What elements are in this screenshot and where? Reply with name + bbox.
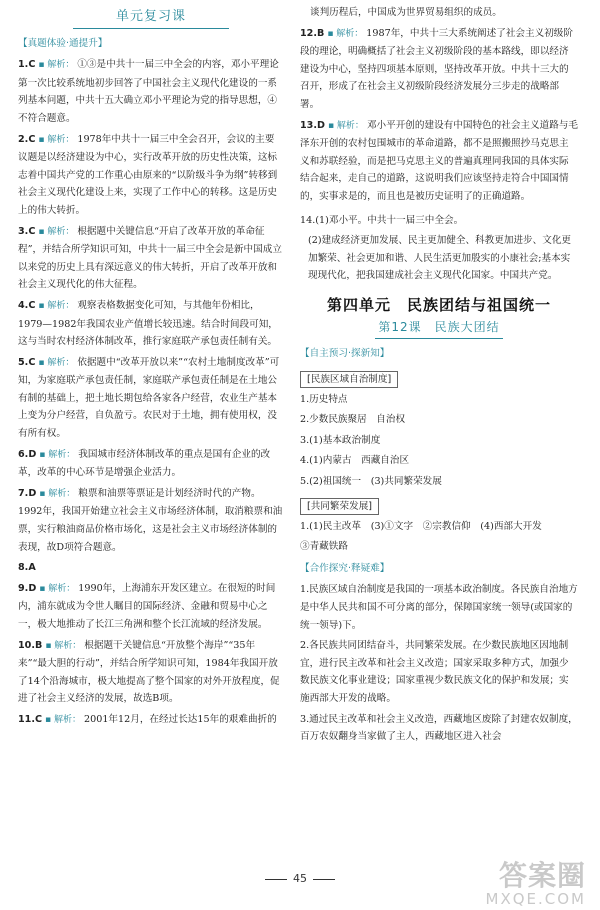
answer-item: [18, 559, 284, 577]
title-rule: [73, 28, 229, 29]
answer-item: [18, 56, 284, 127]
section-header: 【真题体验·通提升】: [18, 37, 108, 49]
watermark-logo: [486, 854, 587, 908]
q14-part2: (2)建成经济更加发展、民主更加健全、科教更加进步、文化更加繁荣、社会更加和谐、人民生活更加殷实的小康社会;基本实现现代化，把我国建成社会主义现代化国家。中国共产党。: [308, 235, 572, 282]
explanation-text: ①③是中共十一届三中全会的内容，邓小平理论第一次比较系统地初步回答了中国社会主义现代化建设的一系列基本问题，中共十五大确立邓小平理论为党的指导思想，④不符合题意。: [18, 59, 279, 124]
answer-item: [18, 637, 284, 708]
topic-box: [共同繁荣发展]: [300, 498, 379, 515]
list-item: 1.(1)民主改革 (3)①文字 ②宗教信仰 (4)西部大开发: [300, 520, 542, 532]
answer-number: 8.A: [18, 562, 36, 574]
footer-dash: [313, 879, 335, 880]
section-header: 【合作探究·释疑难】: [300, 562, 390, 574]
answer-number: 3.C: [18, 225, 36, 237]
answer-number: 6.D: [18, 448, 37, 460]
answer-number: 12.B: [300, 27, 325, 39]
explanation-tag: ▪ 解析：: [39, 488, 76, 499]
list-item: 1.历史特点: [300, 393, 348, 405]
answer-item: [18, 580, 284, 634]
list-item: 2.少数民族聚居 自治权: [300, 414, 406, 426]
list-item: 3.(1)基本政治制度: [300, 434, 381, 446]
answer-item: [300, 117, 578, 206]
answer-number: 7.D: [18, 487, 37, 499]
explanation-text: 根据题干关键信息“开放整个海岸”“35年来”“最大胆的行动”，并结合所学知识可知，1984年我国开放了14个沿海城市，极大地提高了整个国家的对外开放程度，促进了社会主义经济的发展，故选B项。: [18, 639, 280, 705]
answer-item: [18, 131, 284, 220]
answer-item: [18, 354, 284, 443]
explanation-tag: ▪ 解析：: [327, 120, 364, 131]
explanation-tag: ▪ 解析：: [38, 226, 75, 237]
answer-item: [18, 485, 284, 556]
explanation-text: 1978年中共十一届三中全会召开，会议的主要议题是以经济建设为中心，实行改革开放的历史性决策，这标志着中国共产党的工作重心由原来的“以阶级斗争为纲”转移到社会主义现代化建设上来，实现了工作中心的转移。这是历史上的伟大转折。: [18, 133, 278, 216]
left-column: [18, 0, 284, 733]
explanation-text: 1987年，中共十三大系统阐述了社会主义初级阶段的理论，明确概括了社会主义初级阶段的基本路线，即以经济建设为中心，坚持四项基本原则，坚持改革开放。中共十三大的召开，形成了在社会主义初级阶段经济发展分三步走的战略部署。: [300, 27, 573, 110]
explanation-text: 2001年12月，在经过长达15年的艰难曲折的: [84, 713, 277, 725]
preview-list: [300, 518, 578, 556]
explanation-text: 依据题中“改革开放以来”“农村土地制度改革”可知，为家庭联产承包责任制，家庭联产承包责任制是在土地公有制的基础上，把土地长期包给各家各户经营，农业生产基本上变为分户经营，自负盈亏。农民对于土地，拥有使用权，没有所有权。: [18, 356, 280, 440]
topic-box: [民族区域自治制度]: [300, 371, 398, 388]
answer-number: 1.C: [18, 59, 36, 71]
explanation-tag: ▪ 解析：: [39, 449, 76, 460]
explanation-text: 根据题中关键信息“开启了改革开放的革命征程”，并结合所学知识可知，中共十一届三中全会是新中国成立以来党的历史上具有深远意义的伟大转折，开启了改革开放和社会主义现代化的伟大征程。: [18, 225, 282, 291]
explore-list: [300, 581, 578, 745]
page-number: 45: [293, 872, 307, 885]
answer-item: [300, 25, 578, 114]
explanation-tag: ▪ 解析：: [45, 714, 82, 725]
list-item: 4.(1)内蒙古 西藏自治区: [300, 455, 410, 467]
answer-number: 2.C: [18, 133, 36, 145]
explanation-tag: ▪ 解析：: [38, 357, 75, 368]
answer-item: [18, 223, 284, 294]
list-item: 1.民族区域自治制度是我国的一项基本政治制度。各民族自治地方是中华人民共和国不可分离的部分，保障国家统一领导(或国家的统一领导)下。: [300, 584, 578, 631]
list-item: 2.各民族共同团结奋斗，共同繁荣发展。在少数民族地区因地制宜，进行民主改革和社会主义改造；国家采取多种方式，加强少数民族文化事业建设；国家重视少数民族文化的保护和发展；实施西部大开发的战略。: [300, 640, 569, 704]
answer-number: 4.C: [18, 299, 36, 311]
answer-list: [300, 25, 578, 206]
answer-number: 11.C: [18, 713, 43, 725]
answer-number: 13.D: [300, 119, 325, 131]
explanation-text: 粮票和油票等票证是计划经济时代的产物。1992年，我国开始建立社会主义市场经济体制，取消粮票和油票，实行粮油商品价格市场化，这是社会主义市场经济体制的表现，故D项符合题意。: [18, 487, 283, 553]
q14-part1: 14.(1)邓小平。中共十一届三中全会。: [300, 214, 464, 226]
lesson-title: [300, 319, 578, 340]
preview-list: [300, 391, 578, 491]
watermark-big: 答案圈: [498, 859, 586, 892]
explanation-tag: ▪ 解析：: [327, 28, 364, 39]
lesson-title-text: 第12课 民族大团结: [378, 319, 500, 334]
list-item: 3.通过民主改革和社会主义改造，西藏地区废除了封建农奴制度，百万农奴翻身当家做了主人，西藏地区进入社会: [300, 713, 578, 743]
explanation-text: 1990年，上海浦东开发区建立。在很短的时间内，浦东就成为令世人瞩目的国际经济、金融和贸易中心之一，极大地推动了长江三角洲和整个长江流域的经济发展。: [18, 582, 276, 630]
explanation-tag: ▪ 解析：: [39, 583, 76, 594]
chapter-title-text: 单元复习课: [115, 9, 186, 24]
answer-item: [18, 711, 284, 730]
explanation-tag: ▪ 解析：: [38, 134, 75, 145]
explanation-text: 观察表格数据变化可知，与其他年份相比，1979—1982年我国农业产值增长较迅速。结合时间段可知，这与当时农村经济体制改革，推行家庭联产承包责任制有关。: [18, 299, 278, 348]
explanation-tag: ▪ 解析：: [38, 300, 75, 311]
section-header: 【自主预习·探新知】: [300, 348, 390, 360]
explanation-text: 我国城市经济体制改革的重点是国有企业的改革，改革的中心环节是增强企业活力。: [18, 448, 271, 479]
list-item: ③青藏铁路: [300, 541, 348, 553]
explanation-text: 邓小平开创的建设有中国特色的社会主义道路与毛泽东开创的农村包围城市的革命道路，都不是照搬照抄马克思主义和苏联经验，而是把马克思主义的普遍真理同我国的具体实际结合起来，走自己的道路，这说明我们应该坚持走符合中国国情的，实事求是的，而且也是被历史证明了的正确道路。: [300, 119, 578, 202]
right-column: [300, 0, 578, 749]
explanation-tag: ▪ 解析：: [38, 60, 75, 71]
list-item: 5.(2)祖国统一 (3)共同繁荣发展: [300, 476, 442, 488]
chapter-title: [18, 8, 284, 29]
answer-list: [18, 56, 284, 729]
answer-number: 9.D: [18, 582, 37, 594]
answer-item: [18, 446, 284, 482]
footer-dash: [265, 879, 287, 880]
answer-number: 10.B: [18, 639, 43, 651]
answer-number: 5.C: [18, 356, 36, 368]
unit-title: 第四单元 民族团结与祖国统一: [326, 295, 551, 314]
watermark-small: MXQE.COM: [485, 890, 586, 908]
lesson-rule: [375, 338, 503, 339]
continuation-text: 谈判历程后，中国成为世界贸易组织的成员。: [310, 7, 502, 18]
explanation-tag: ▪ 解析：: [45, 640, 82, 651]
answer-item: [18, 297, 284, 351]
